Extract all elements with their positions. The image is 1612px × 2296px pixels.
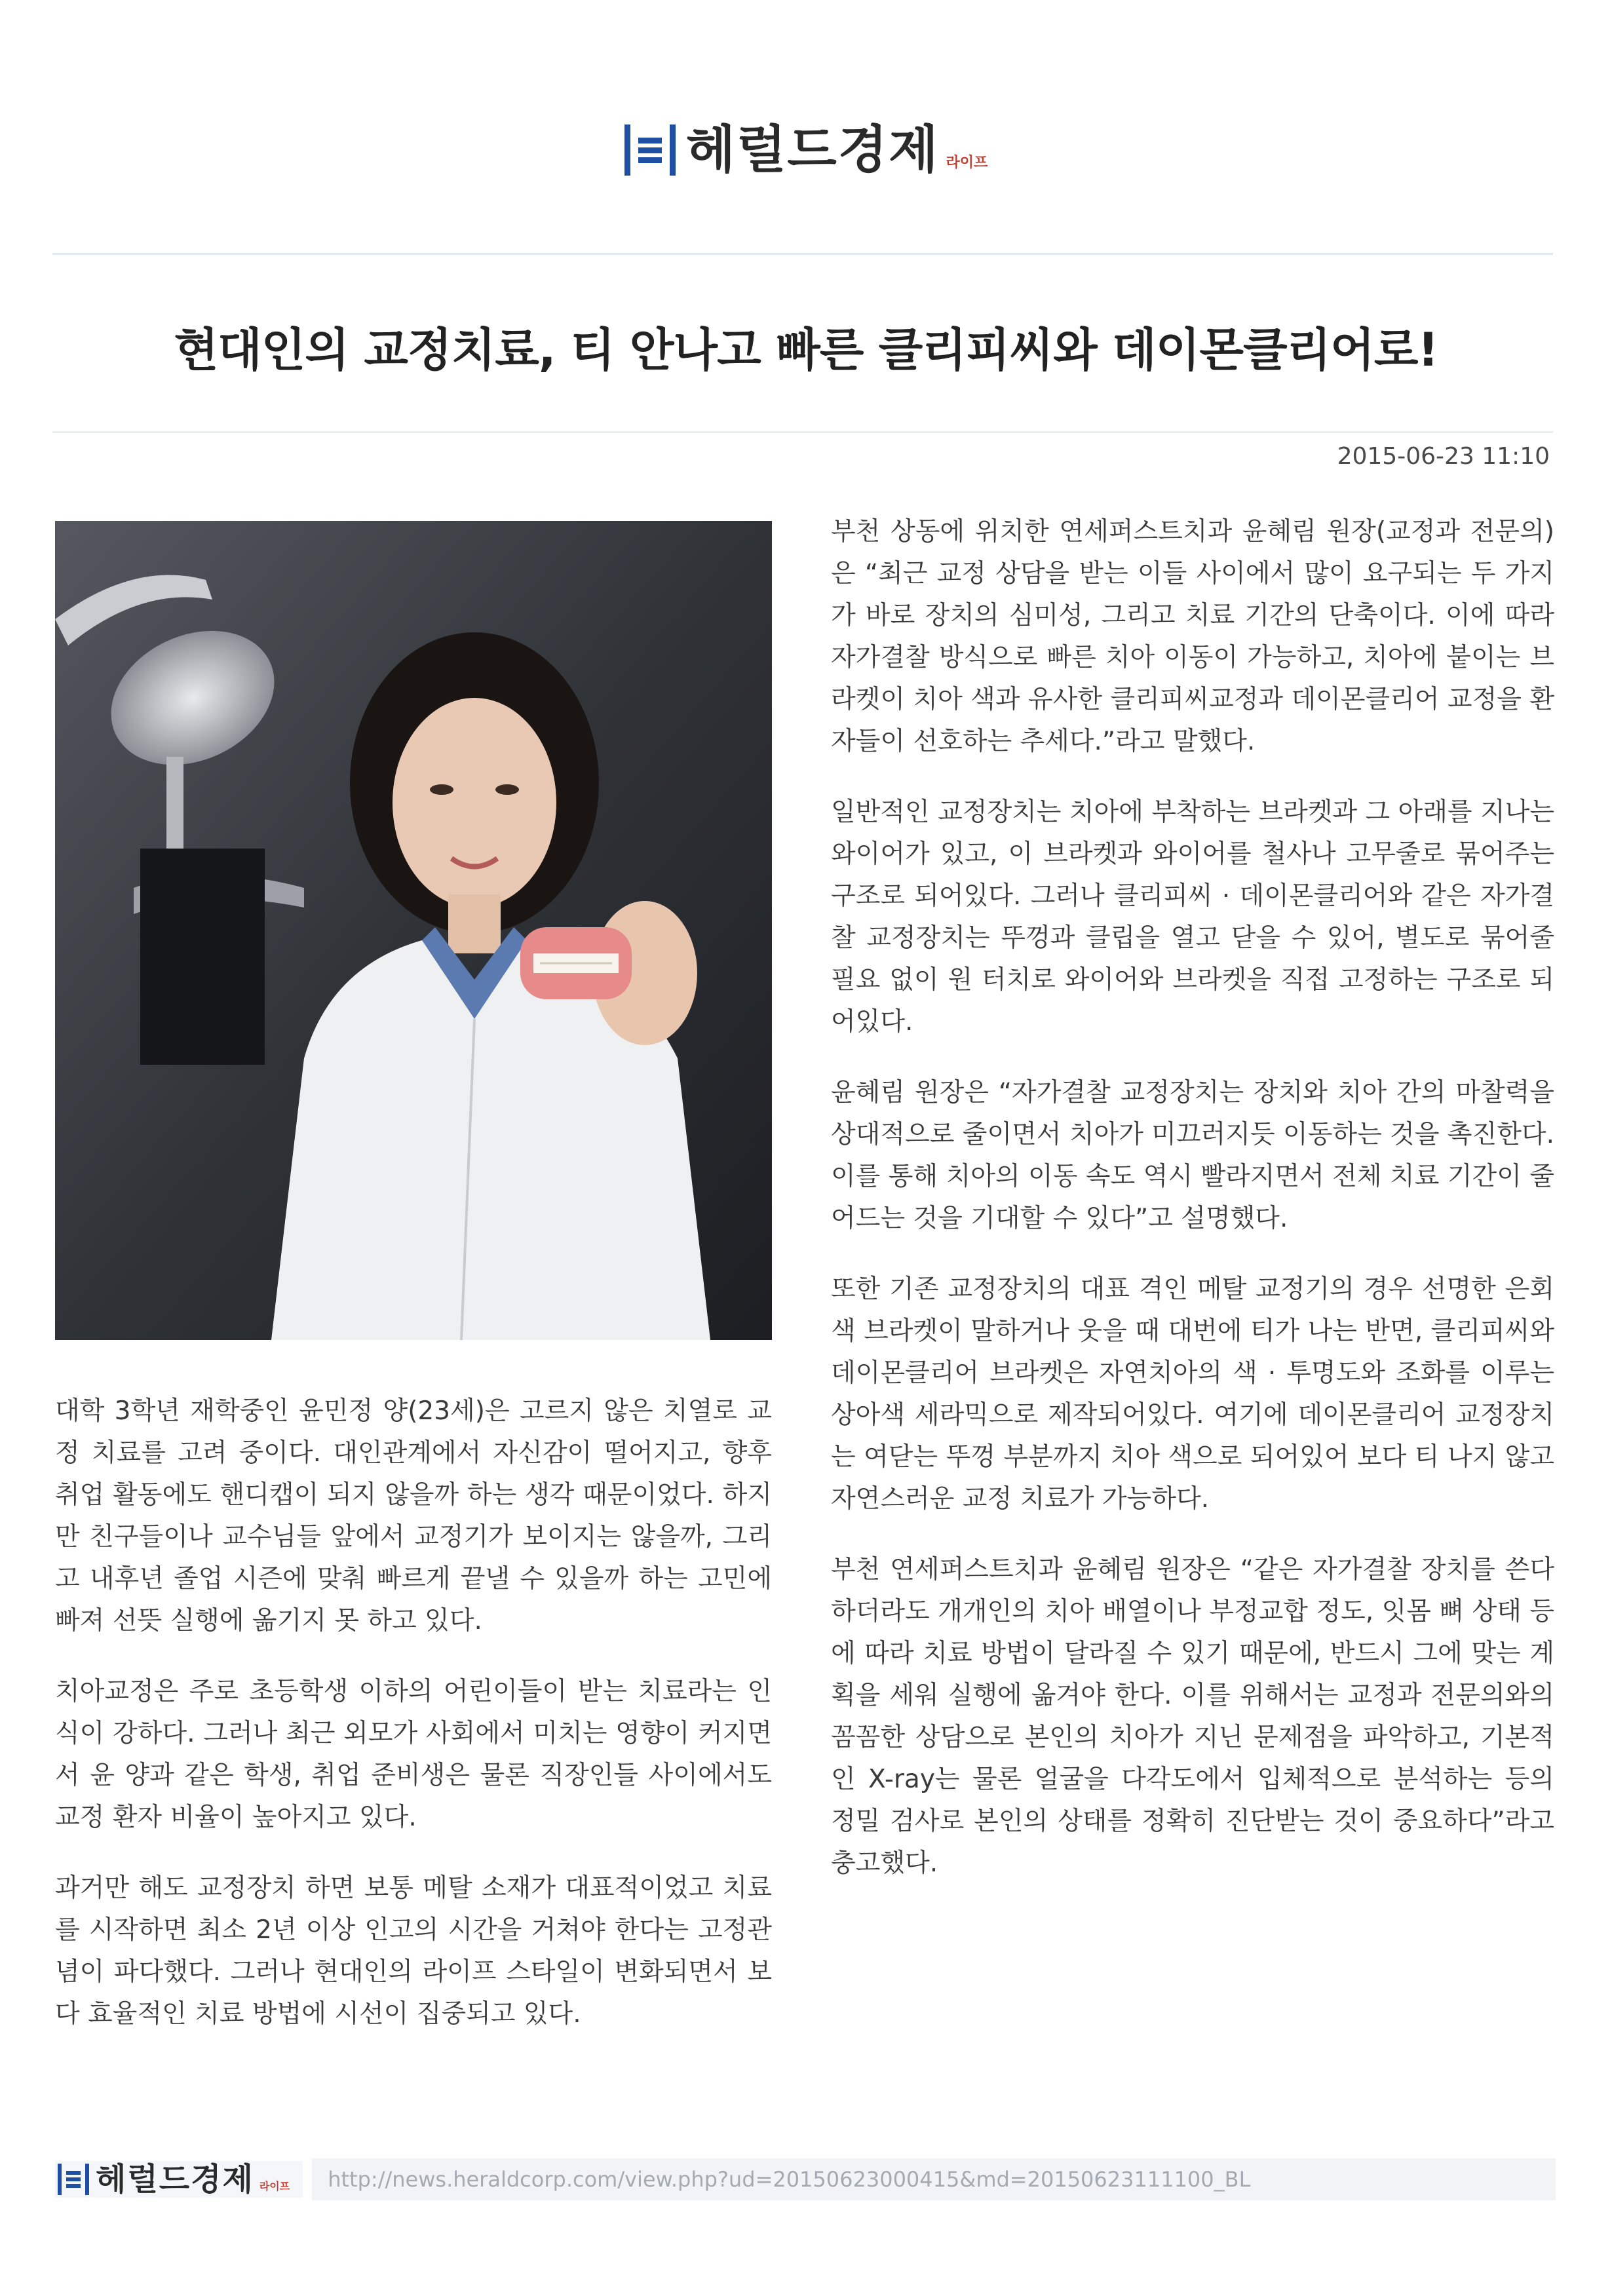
article-column-right: [831, 511, 1554, 1913]
herald-logo-icon: [624, 124, 676, 176]
masthead-brand: 헤럴드경제: [685, 121, 940, 180]
article-timestamp: 2015-06-23 11:10: [1337, 443, 1550, 470]
divider: [52, 253, 1553, 255]
article-column-left: [55, 1390, 772, 2064]
footer-brand: 헤럴드경제: [96, 2161, 254, 2198]
paragraph: 또한 기존 교정장치의 대표 격인 메탈 교정기의 경우 선명한 은회색 브라켓이 말하거나 웃을 때 대번에 티가 나는 반면, 클리피씨와 데이몬클리어 브라켓은 자연치아의 색 · 투명도와 조화를 이루는 상아색 세라믹으로 제작되어있다. 여기에 데이몬클리어 교정장치는 여닫는 뚜껑 부분까지 치아 색으로 되어있어 보다 티 나지 않고 자연스러운 교정 치료가 가능하다.: [831, 1274, 1554, 1514]
footer-section: 라이프: [259, 2180, 290, 2192]
herald-logo-icon: [58, 2164, 89, 2195]
article-photo: [55, 521, 772, 1340]
paragraph: 일반적인 교정장치는 치아에 부착하는 브라켓과 그 아래를 지나는 와이어가 있고, 이 브라켓과 와이어를 철사나 고무줄로 묶어주는 구조로 되어있다. 그러나 클리피씨 · 데이몬클리어와 같은 자가결찰 교정장치는 뚜껑과 클립을 열고 닫을 수 있어, 별도로 묶어줄 필요 없이 원 터치로 와이어와 브라켓을 직접 고정하는 구조로 되어있다.: [831, 797, 1554, 1037]
masthead-section: 라이프: [946, 155, 988, 171]
paragraph: 부천 연세퍼스트치과 윤혜림 원장은 “같은 자가결찰 장치를 쓴다 하더라도 개개인의 치아 배열이나 부정교합 정도, 잇몸 뼈 상태 등에 따라 치료 방법이 달라질 수 있기 때문에, 반드시 그에 맞는 계획을 세워 실행에 옮겨야 한다. 이를 위해서는 교정과 전문의와의 꼼꼼한 상담으로 본인의 치아가 지닌 문제점을 파악하고, 기본적인 X-ray는 물론 얼굴을 다각도에서 입체적으로 분석하는 등의 정밀 검사로 본인의 상태를 정확히 진단받는 것이 중요하다”라고 충고했다.: [831, 1555, 1554, 1878]
divider: [52, 431, 1553, 433]
paragraph: 부천 상동에 위치한 연세퍼스트치과 윤혜림 원장(교정과 전문의)은 “최근 교정 상담을 받는 이들 사이에서 많이 요구되는 두 가지가 바로 장치의 심미성, 그리고 치료 기간의 단축이다. 이에 따라 자가결찰 방식으로 빠른 치아 이동이 가능하고, 치아에 붙이는 브라켓이 치아 색과 유사한 클리피씨교정과 데이몬클리어 교정을 환자들이 선호하는 추세다.”라고 말했다.: [831, 517, 1554, 756]
paragraph: 대학 3학년 재학중인 윤민정 양(23세)은 고르지 않은 치열로 교정 치료를 고려 중이다. 대인관계에서 자신감이 떨어지고, 향후 취업 활동에도 핸디캡이 되지 않을까 하는 생각 때문이었다. 하지만 친구들이나 교수님들 앞에서 교정기가 보이지는 않을까, 그리고 내후년 졸업 시즌에 맞춰 빠르게 끝낼 수 있을까 하는 고민에 빠져 선뜻 실행에 옮기지 못 하고 있다.: [55, 1396, 772, 1636]
paragraph: 과거만 해도 교정장치 하면 보통 메탈 소재가 대표적이었고 치료를 시작하면 최소 2년 이상 인고의 시간을 거쳐야 한다는 고정관념이 파다했다. 그러나 현대인의 라이프 스타일이 변화되면서 보다 효율적인 치료 방법에 시선이 집중되고 있다.: [55, 1873, 772, 2029]
footer: [55, 2156, 1556, 2203]
paragraph: 윤혜림 원장은 “자가결찰 교정장치는 장치와 치아 간의 마찰력을 상대적으로 줄이면서 치아가 미끄러지듯 이동하는 것을 촉진한다. 이를 통해 치아의 이동 속도 역시 빨라지면서 전체 치료 기간이 줄어드는 것을 기대할 수 있다”고 설명했다.: [831, 1078, 1554, 1233]
footer-logo: [55, 2161, 303, 2198]
paragraph: 치아교정은 주로 초등학생 이하의 어린이들이 받는 치료라는 인식이 강하다. 그러나 최근 외모가 사회에서 미치는 영향이 커지면서 윤 양과 같은 학생, 취업 준비생은 물론 직장인들 사이에서도 교정 환자 비율이 높아지고 있다.: [55, 1677, 772, 1832]
masthead: [0, 121, 1612, 180]
article-headline: 현대인의 교정치료, 티 안나고 빠른 클리피씨와 데이몬클리어로!: [174, 323, 1438, 377]
orthodontist-photo-icon: [55, 521, 772, 1340]
source-url[interactable]: http://news.heraldcorp.com/view.php?ud=20150623000415&md=20150623111100_BL: [312, 2158, 1556, 2200]
